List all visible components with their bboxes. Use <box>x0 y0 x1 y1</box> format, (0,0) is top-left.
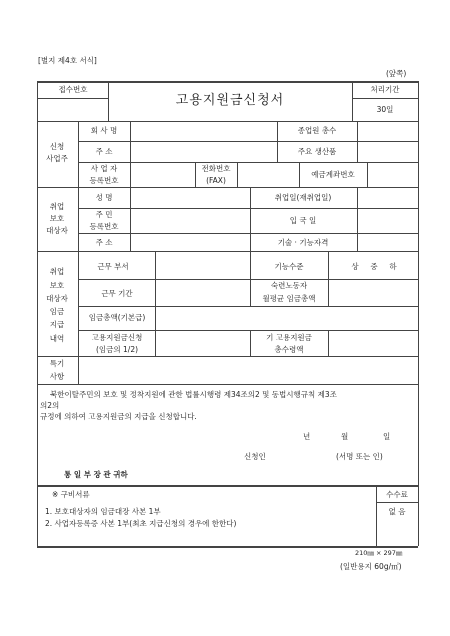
product-label: 주요 생산품 <box>297 147 337 156</box>
wage-section-label-6: 내역 <box>49 334 65 343</box>
rrn-label-1: 주 민 <box>95 210 113 219</box>
protected-address-label: 주 소 <box>95 238 113 247</box>
wage-section-label-2: 보호 <box>49 281 65 290</box>
name-label: 성 명 <box>95 193 113 202</box>
wage-section-label-1: 취업 <box>49 267 65 276</box>
biz-no-label-1: 사 업 자 <box>90 164 118 173</box>
wage-section-label-5: 지급 <box>49 320 65 329</box>
dept-label: 근무 부서 <box>97 262 129 271</box>
level-option-mid: 중 <box>370 262 378 271</box>
annex-label: [별지 제4호 서식] <box>38 56 97 65</box>
addressee: 통 일 부 장 관 귀하 <box>64 470 128 479</box>
protected-section-label-1: 취업 <box>49 202 65 211</box>
period-worked-label: 근무 기간 <box>101 289 133 298</box>
declaration-line-1: 북한이탈주민의 보호 및 정착지원에 관한 법률시행령 제34조의2 및 동법시행규칙 제3조 <box>50 390 337 399</box>
date-year-label: 년 <box>303 432 311 441</box>
attachment-item-1: 1. 보호대상자의 임금대장 사본 1부 <box>45 507 161 516</box>
receipt-no-label: 접수번호 <box>58 85 88 94</box>
skill-label: 기술 · 기능자격 <box>277 238 329 247</box>
phone-label-1: 전화번호 <box>201 164 231 173</box>
fee-label: 수수료 <box>386 490 408 499</box>
same-job-label-1: 숙련노동자 <box>270 281 308 290</box>
company-label: 회 사 명 <box>90 126 118 135</box>
date-month-label: 월 <box>341 432 349 441</box>
date-day-label: 일 <box>383 432 391 441</box>
rrn-label-2: 등록번호 <box>89 222 119 231</box>
biz-no-label-2: 등록번호 <box>89 176 119 185</box>
arrival-label: 입 국 일 <box>289 216 317 225</box>
remarks-label-1: 특기 <box>49 359 65 368</box>
wage-total-label: 임금총액(기본급) <box>88 313 146 322</box>
period-label: 처리기간 <box>370 85 400 94</box>
protected-section-label-2: 보호 <box>49 214 65 223</box>
phone-label-2: (FAX) <box>206 176 226 185</box>
same-job-label-2: 월평균 임금총액 <box>262 294 316 303</box>
fee-value: 없 음 <box>388 507 406 516</box>
paper-type: (일반용지 60g/㎡) <box>340 562 402 571</box>
applicant-section-label-1: 신청 <box>49 142 65 151</box>
skill-level-label: 기능수준 <box>274 262 304 271</box>
entry-date-label: 취업일(재취업일) <box>274 193 332 202</box>
applicant-section-label-2: 사업주 <box>46 154 68 163</box>
paper-size: 210㎜ × 297㎜ <box>355 549 403 557</box>
face-label: (앞쪽) <box>386 69 407 78</box>
form-title: 고용지원금신청서 <box>175 93 285 108</box>
subsidy-label-1: 고용지원금신청 <box>91 333 143 342</box>
attachments-header: ※ 구비서류 <box>52 490 90 499</box>
level-option-low: 하 <box>389 262 397 271</box>
applicant-sign-label: 신청인 <box>244 452 266 461</box>
remarks-label-2: 사항 <box>49 372 65 381</box>
protected-section-label-3: 대상자 <box>46 226 68 235</box>
wage-section-label-3: 대상자 <box>46 294 68 303</box>
declaration-line-3: 규정에 의하여 고용지원금의 지급을 신청합니다. <box>40 412 197 421</box>
subsidy-label-2: (임금의 1/2) <box>95 345 139 354</box>
prior-subsidy-label-1: 기 고용지원금 <box>266 333 312 342</box>
sign-or-seal-label: (서명 또는 인) <box>336 452 383 461</box>
declaration-line-2: 의2의 <box>40 401 60 410</box>
wage-section-label-4: 임금 <box>49 307 65 316</box>
applicant-address-label: 주 소 <box>95 147 113 156</box>
level-option-high: 상 <box>351 262 359 271</box>
account-label: 예금계좌번호 <box>311 170 355 179</box>
employees-label: 종업원 총수 <box>297 126 337 135</box>
prior-subsidy-label-2: 총수령액 <box>274 345 304 354</box>
attachment-item-2: 2. 사업자등록증 사본 1부(최초 지급신청의 경우에 한한다) <box>45 519 237 528</box>
period-value: 30일 <box>376 105 394 114</box>
